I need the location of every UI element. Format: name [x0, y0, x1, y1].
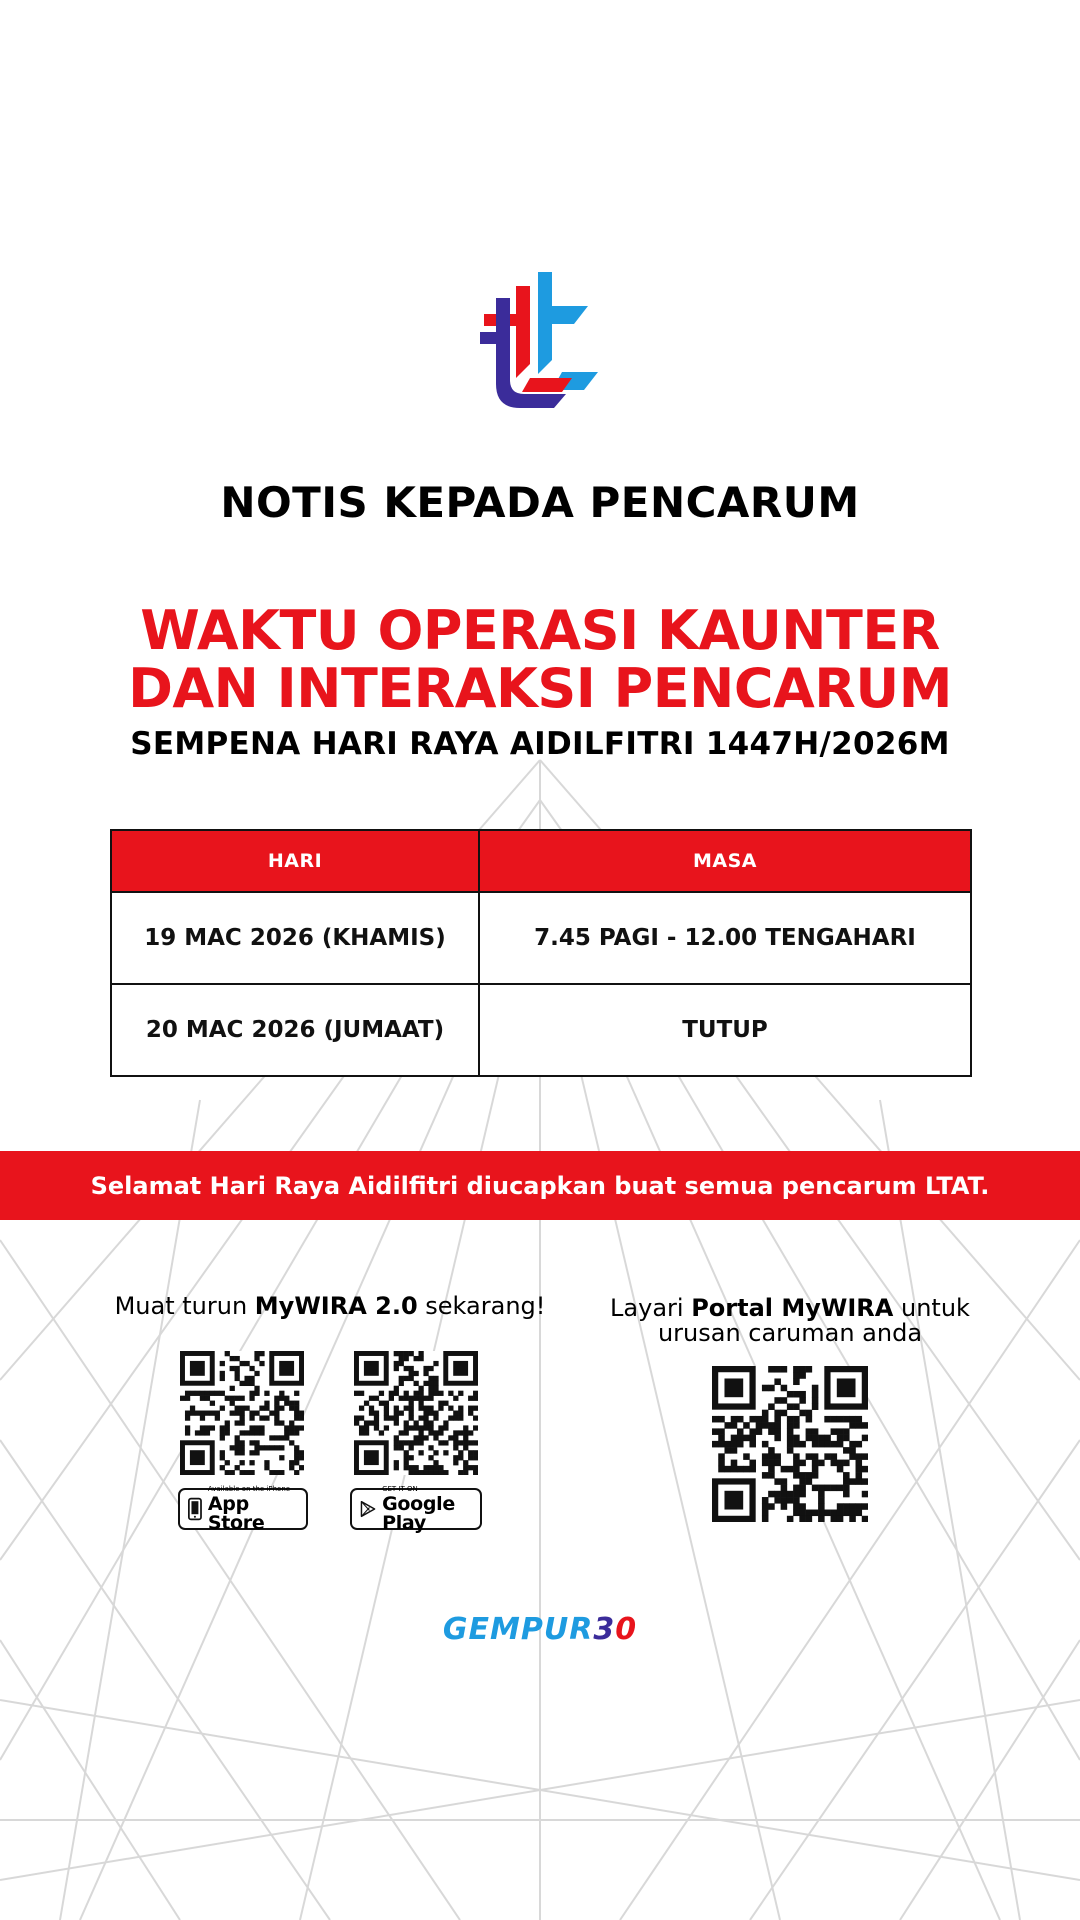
row-2-time: TUTUP — [479, 984, 971, 1076]
row-2-day: 20 MAC 2026 (JUMAAT) — [111, 984, 479, 1076]
portal-text — [600, 1296, 980, 1346]
app-download-suffix: sekarang! — [417, 1292, 546, 1320]
google-play-big-text: Google Play — [382, 1492, 455, 1534]
app-name: MyWIRA 2.0 — [254, 1292, 418, 1320]
app-download-text — [98, 1292, 562, 1320]
app-store-qr-code[interactable] — [180, 1351, 304, 1475]
portal-name: Portal MyWIRA — [691, 1294, 894, 1322]
google-play-icon — [360, 1497, 376, 1521]
app-download-prefix: Muat turun — [114, 1292, 255, 1320]
ltat-logo-icon — [480, 268, 600, 408]
row-1-day: 19 MAC 2026 (KHAMIS) — [111, 892, 479, 984]
gempur30-logo — [0, 1612, 1080, 1647]
header-hari: HARI — [111, 830, 479, 892]
row-1-time: 7.45 PAGI - 12.00 TENGAHARI — [479, 892, 971, 984]
headline-line-1: WAKTU OPERASI KAUNTER — [140, 599, 940, 662]
header-masa: MASA — [479, 830, 971, 892]
gempur-digit-3: 3 — [593, 1612, 616, 1647]
greeting-banner — [0, 1151, 1080, 1220]
table-row — [111, 892, 971, 984]
headline — [0, 599, 1080, 720]
notice-title: NOTIS KEPADA PENCARUM — [220, 478, 860, 527]
google-play-badge[interactable] — [350, 1484, 482, 1534]
headline-line-2: DAN INTERAKSI PENCARUM — [128, 657, 952, 720]
gempur-text: GEMPUR — [442, 1612, 594, 1647]
app-store-big-text: App Store — [207, 1492, 265, 1534]
subheadline: SEMPENA HARI RAYA AIDILFITRI 1447H/2026M — [130, 726, 950, 762]
table-header-row — [111, 830, 971, 892]
schedule-table — [110, 829, 972, 1077]
portal-prefix: Layari — [610, 1294, 692, 1322]
portal-qr-code[interactable] — [712, 1366, 868, 1522]
gempur-digit-0: 0 — [615, 1612, 638, 1647]
greeting-text: Selamat Hari Raya Aidilfitri diucapkan buat semua pencarum LTAT. — [90, 1171, 990, 1200]
app-store-small-text: Available on the iPhone — [207, 1484, 291, 1493]
google-play-small-text: GET IT ON — [382, 1484, 418, 1493]
app-store-badge[interactable] — [178, 1484, 308, 1534]
table-row — [111, 984, 971, 1076]
apple-icon — [188, 1496, 202, 1522]
google-play-qr-code[interactable] — [354, 1351, 478, 1475]
portal-line-2: urusan caruman anda — [657, 1319, 923, 1347]
portal-suffix: untuk — [893, 1294, 970, 1322]
